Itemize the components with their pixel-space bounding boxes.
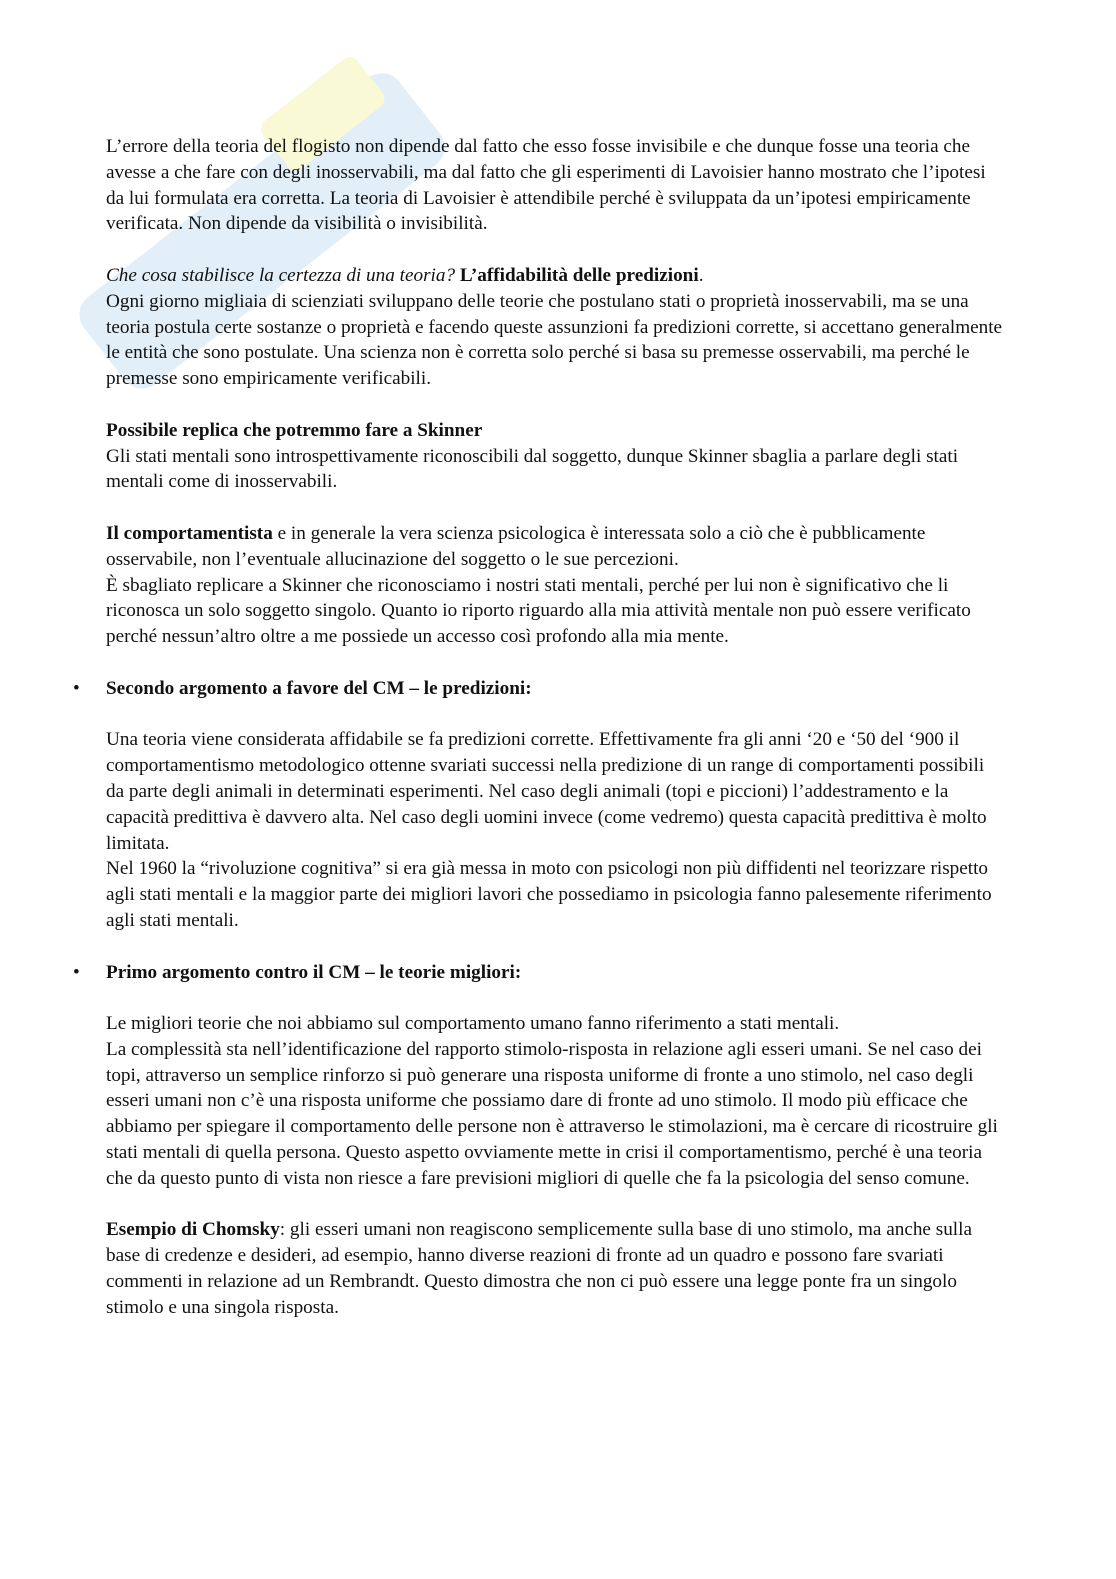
paragraph-stati-mentali: Gli stati mentali sono introspettivamente riconoscibili dal soggetto, dunque Skinner sbaglia a parlare degli stati mentali come di inosservabili. [106,445,959,493]
bullet-icon: • [73,961,80,983]
question-answer-bold: L’affidabilità delle predizioni [459,264,699,286]
heading-secondo-text: Secondo argomento a favore del CM – le predizioni: [106,677,532,699]
chomsky-bold: Esempio di Chomsky [106,1219,280,1241]
paragraph-migliori-teorie: Le migliori teorie che noi abbiamo sul comportamento umano fanno riferimento a stati mentali. [106,1013,840,1035]
heading-primo-text: Primo argomento contro il CM – le teorie migliori: [106,961,522,983]
paragraph-replica: È sbagliato replicare a Skinner che riconosciamo i nostri stati mentali, perché per lui non è significativo che li riconosca un solo soggetto singolo. Quanto io riporto riguardo alla mia attività mentale non può essere verificato perché nessun’altro oltre a me possiede un accesso così profondo alla mia mente. [106,574,971,648]
paragraph-chomsky [106,1217,1006,1320]
paragraph-comportamentista [106,521,1006,573]
bullet-icon: • [73,677,80,699]
chomsky-rest: : gli esseri umani non reagiscono semplicemente sulla base di uno stimolo, ma anche sulla base di credenze e desideri, ad esempio, hanno diverse reazioni di fronte ad un quadro e possono fare svariati commenti in relazione ad un Rembrandt. Questo dimostra che non ci può essere una legge ponte fra un singolo stimolo e una singola risposta. [106,1219,972,1318]
paragraph-predizioni: Una teoria viene considerata affidabile se fa predizioni corrette. Effettivamente fra gli anni ‘20 e ‘50 del ‘900 il comportamentismo metodologico ottenne svariati successi nella predizione di un range di comportamenti possibili da parte degli animali in determinati esperimenti. Nel caso degli animali (topi e piccioni) l’addestramento e la capacità predittiva è davvero alta. Nel caso degli uomini invece (come vedremo) questa capacità predittiva è molto limitata. [106,729,987,854]
comportamentista-rest: e in generale la vera scienza psicologica è interessata solo a ciò che è pubblicamente osservabile, non l’eventuale allucinazione del soggetto o le sue percezioni. [106,522,926,570]
question-italic: Che cosa stabilisce la certezza di una teoria? [106,264,456,286]
paragraph-scienziati: Ogni giorno migliaia di scienziati sviluppano delle teorie che postulano stati o proprietà inosservabili, ma se una teoria postula certe sostanze o proprietà e facendo queste assunzioni fa predizioni corrette, si accettano generalmente le entità che sono postulate. Una scienza non è corretta solo perché si basa su premesse osservabili, ma perché le premesse sono empiricamente verificabili. [106,290,1003,390]
comportamentista-bold: Il comportamentista [106,522,273,544]
question-period: . [698,264,704,286]
paragraph-rivoluzione: Nel 1960 la “rivoluzione cognitiva” si era già messa in moto con psicologi non più diffidenti nel teorizzare rispetto agli stati mentali e la maggior parte dei migliori lavori che possediamo in psicologia fanno palesemente riferimento agli stati mentali. [106,858,992,931]
heading-primo-argomento [73,960,1006,986]
document-page [73,134,1006,1321]
heading-skinner-text: Possibile replica che potremmo fare a Skinner [106,419,483,441]
paragraph-flogisto: L’errore della teoria del flogisto non dipende dal fatto che esso fosse invisibile e che dunque fosse una teoria che avesse a che fare con degli inosservabili, ma dal fatto che gli esperimenti di Lavoisier hanno mostrato che l’ipotesi da lui formulata era corretta. La teoria di Lavoisier è attendibile perché è sviluppata da un’ipotesi empiricamente verificata. Non dipende da visibilità o invisibilità. [106,136,986,235]
heading-skinner [106,418,1006,444]
heading-secondo-argomento [73,676,1006,702]
paragraph-question [106,263,1006,289]
paragraph-complessita: La complessità sta nell’identificazione del rapporto stimolo-risposta in relazione agli esseri umani. Se nel caso dei topi, attraverso un semplice rinforzo si può generare una risposta uniforme di fronte a uno stimolo, nel caso degli esseri umani non c’è una risposta uniforme che possiamo dare di fronte ad uno stimolo. Il modo più efficace che abbiamo per spiegare il comportamento delle persone non è attraverso le stimolazioni, ma è cercare di ricostruire gli stati mentali di quella persona. Questo aspetto ovviamente mette in crisi il comportamentismo, perché è una teoria che da questo punto di vista non riesce a fare previsioni migliori di quelle che fa la psicologia del senso comune. [106,1038,998,1189]
